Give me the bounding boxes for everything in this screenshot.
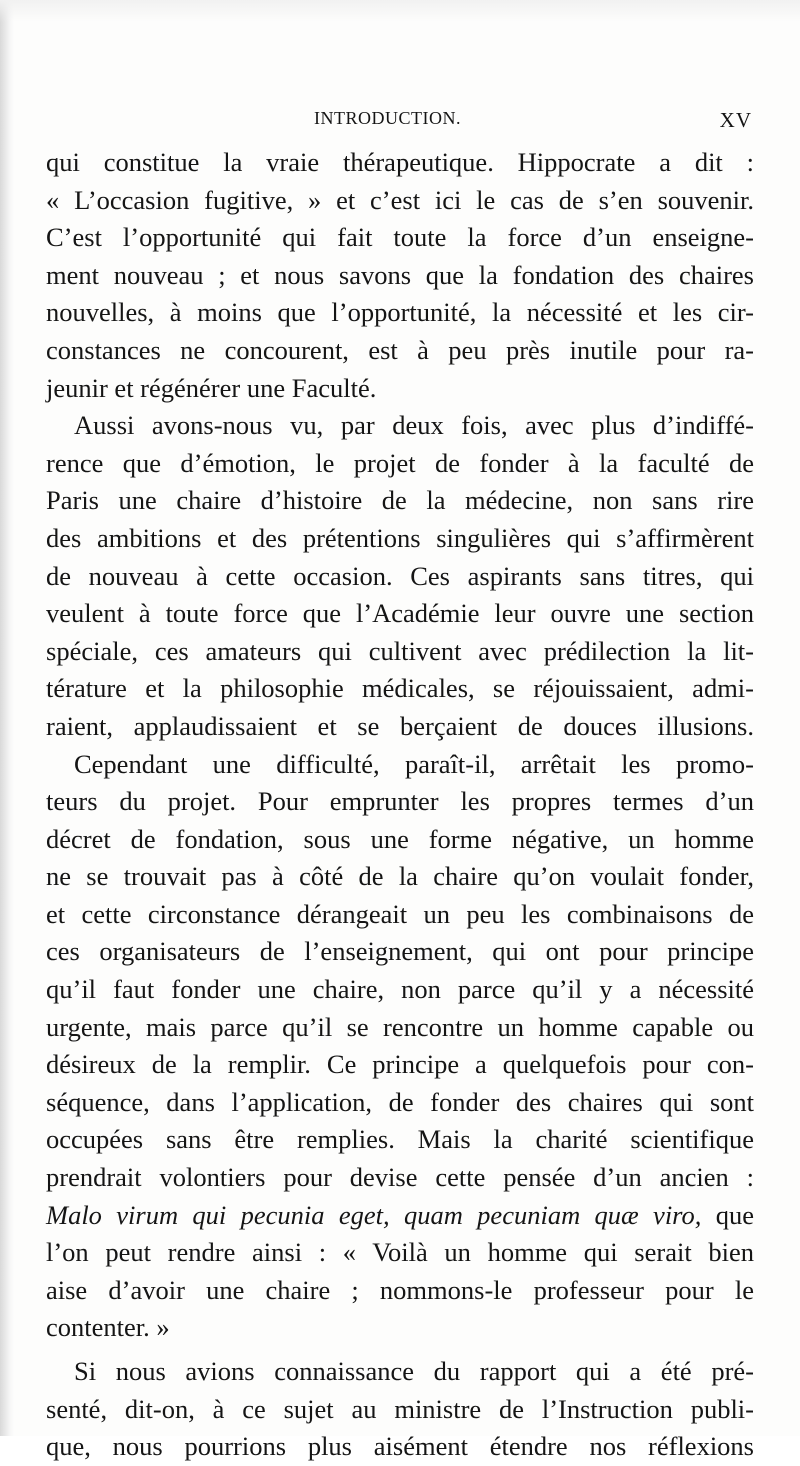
text-line: senté, dit-on, à ce sujet au ministre de l’Instruction publi- <box>46 1393 754 1424</box>
paragraph-end-line: contenter. » <box>46 1312 170 1343</box>
text-line: et cette circonstance dérangeait un peu les combinaisons de <box>46 898 754 929</box>
text-line: décret de fondation, sous une forme négative, un homme <box>46 823 754 854</box>
text-line: urgente, mais parce qu’il se rencontre un homme capable ou <box>46 1011 754 1042</box>
body-text <box>46 144 754 1466</box>
text-line: nouvelles, à moins que l’opportunité, la nécessité et les cir- <box>46 297 754 328</box>
text-line: constances ne concourent, est à peu près inutile pour ra- <box>46 334 754 365</box>
paragraph-start-line: Aussi avons-nous vu, par deux fois, avec plus d’indiffé- <box>74 410 754 441</box>
paragraph-end-line: raient, applaudissaient et se berçaient de douces illusions. <box>46 710 754 741</box>
latin-quote-tail: que <box>701 1199 754 1230</box>
running-head-title: INTRODUCTION. <box>314 108 461 128</box>
text-line: que, nous pourrions plus aisément étendre nos réflexions <box>46 1431 754 1462</box>
text-line: C’est l’opportunité qui fait toute la force d’un enseigne- <box>46 222 754 253</box>
text-line: ment nouveau ; et nous savons que la fondation des chaires <box>46 259 754 290</box>
text-line: aise d’avoir une chaire ; nommons-le professeur pour le <box>46 1274 754 1305</box>
text-line: séquence, dans l’application, de fonder des chaires qui sont <box>46 1086 754 1117</box>
text-line: rence que d’émotion, le projet de fonder à la faculté de <box>46 447 754 478</box>
text-line: l’on peut rendre ainsi : « Voilà un homme qui serait bien <box>46 1237 754 1268</box>
paragraph-end-line: jeunir et régénérer une Faculté. <box>46 372 377 403</box>
text-line: prendrait volontiers pour devise cette pensée d’un ancien : <box>46 1162 754 1193</box>
text-line: térature et la philosophie médicales, se réjouissaient, admi- <box>46 673 754 704</box>
text-line: ne se trouvait pas à côté de la chaire qu’on voulait fonder, <box>46 861 754 892</box>
text-line: de nouveau à cette occasion. Ces aspirants sans titres, qui <box>46 560 754 591</box>
page-top-edge <box>0 0 800 22</box>
page-number: XV <box>719 108 752 132</box>
text-line: qui constitue la vraie thérapeutique. Hippocrate a dit : <box>46 147 754 177</box>
text-line: ces organisateurs de l’enseignement, qui ont pour principe <box>46 936 754 967</box>
paragraph-start-line: Cependant une difficulté, paraît-il, arrêtait les promo- <box>74 748 754 779</box>
text-line: spéciale, ces amateurs qui cultivent avec prédilection la lit- <box>46 635 754 666</box>
page-binding-shadow <box>0 0 14 1436</box>
latin-quote-line <box>46 1197 754 1235</box>
text-line: occupées sans être remplies. Mais la charité scientifique <box>46 1124 754 1155</box>
paragraph-start-line: Si nous avions connaissance du rapport qui a été pré- <box>74 1356 754 1386</box>
text-line: Paris une chaire d’histoire de la médecine, non sans rire <box>46 485 754 516</box>
text-line: désireux de la remplir. Ce principe a quelquefois pour con- <box>46 1049 754 1080</box>
text-line: « L’occasion fugitive, » et c’est ici le cas de s’en souvenir. <box>46 184 754 215</box>
text-line: veulent à toute force que l’Académie leur ouvre une section <box>46 598 754 629</box>
latin-quote: Malo virum qui pecunia eget, quam pecuniam quæ viro, <box>46 1199 702 1230</box>
text-line: teurs du projet. Pour emprunter les propres termes d’un <box>46 786 754 817</box>
running-head <box>0 106 800 136</box>
text-line: qu’il faut fonder une chaire, non parce qu’il y a nécessité <box>46 974 754 1005</box>
text-line: des ambitions et des prétentions singulières qui s’affirmèrent <box>46 522 754 553</box>
